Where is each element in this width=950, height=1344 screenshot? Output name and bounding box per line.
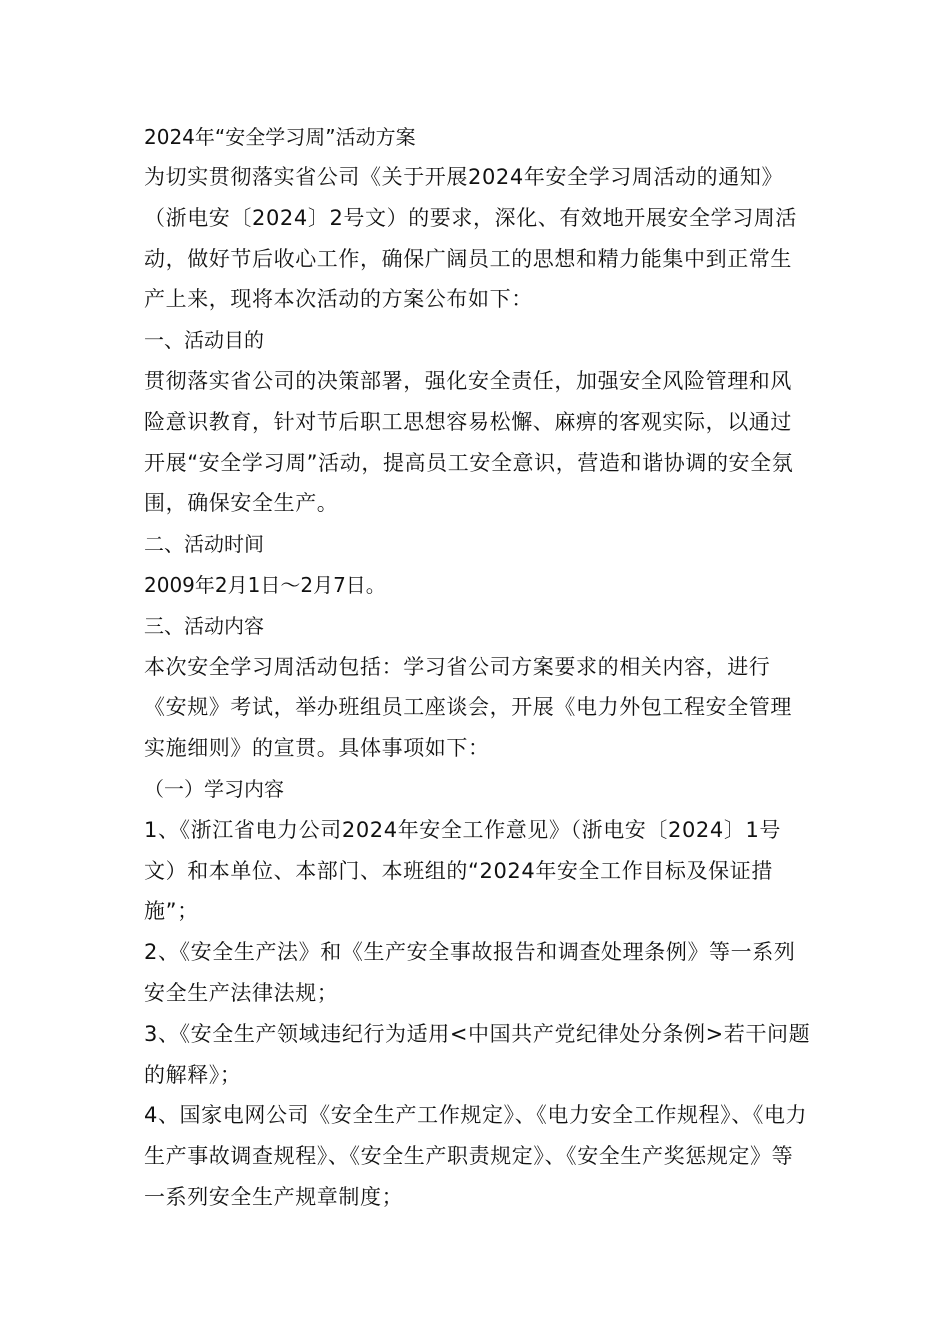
faint-watermark-text bbox=[205, 908, 355, 916]
document-title: 2024年“安全学习周”活动方案 bbox=[144, 125, 416, 149]
section-heading-time: 二、活动时间 bbox=[144, 532, 264, 557]
intro-paragraph: 为切实贯彻落实省公司《关于开展2024年安全学习周活动的通知》（浙电安〔2024〕2号文）的要求，深化、有效地开展安全学习周活动，做好节后收心工作，确保广阔员工的思想和精力能集中到正常生产上来，现将本次活动的方案公布如下： bbox=[144, 165, 798, 312]
purpose-text: 贯彻落实省公司的决策部署，强化安全责任，加强安全风险管理和风险意识教育，针对节后职工思想容易松懈、麻痹的客观实际，以通过开展“安全学习周”活动，提高员工安全意识，营造和谐协调的安全氛围，确保安全生产。 bbox=[144, 368, 794, 516]
faint-watermark-text bbox=[344, 500, 494, 508]
study-item-text: 1、《浙江省电力公司2024年安全工作意见》（浙电安〔2024〕1号文）和本单位、本部门、本班组的“2024年安全工作目标及保证措施”； bbox=[144, 817, 782, 924]
content-paragraph bbox=[144, 647, 812, 769]
document-content bbox=[144, 117, 812, 1218]
content-text: 本次安全学习周活动包括：学习省公司方案要求的相关内容，进行《安规》考试，举办班组员工座谈会，开展《电力外包工程安全管理实施细则》的宣贯。具体事项如下： bbox=[144, 654, 792, 761]
subsection-heading-study: （一）学习内容 bbox=[144, 776, 284, 801]
section-heading-content: 三、活动内容 bbox=[144, 613, 264, 638]
study-item-text: 4、国家电网公司《安全生产工作规定》、《电力安全工作规程》、《电力生产事故调查规程》、《安全生产职责规定》、《安全生产奖惩规定》等一系列安全生产规章制度； bbox=[144, 1103, 808, 1209]
study-item-1 bbox=[144, 810, 812, 932]
study-item-4 bbox=[144, 1095, 812, 1217]
study-item-2: 2、《安全生产法》和《生产安全事故报告和调查处理条例》等一系列安全生产法律法规； bbox=[144, 940, 796, 1005]
faint-watermark-text bbox=[496, 745, 646, 753]
purpose-paragraph bbox=[144, 361, 812, 524]
study-item-3: 3、《安全生产领域违纪行为适用<中国共产党纪律处分条例>若干问题的解释》； bbox=[144, 1021, 811, 1087]
time-paragraph: 2009年2月1日～2月7日。 bbox=[144, 572, 386, 597]
section-heading-purpose: 一、活动目的 bbox=[144, 328, 264, 353]
faint-watermark-text bbox=[409, 1194, 559, 1202]
